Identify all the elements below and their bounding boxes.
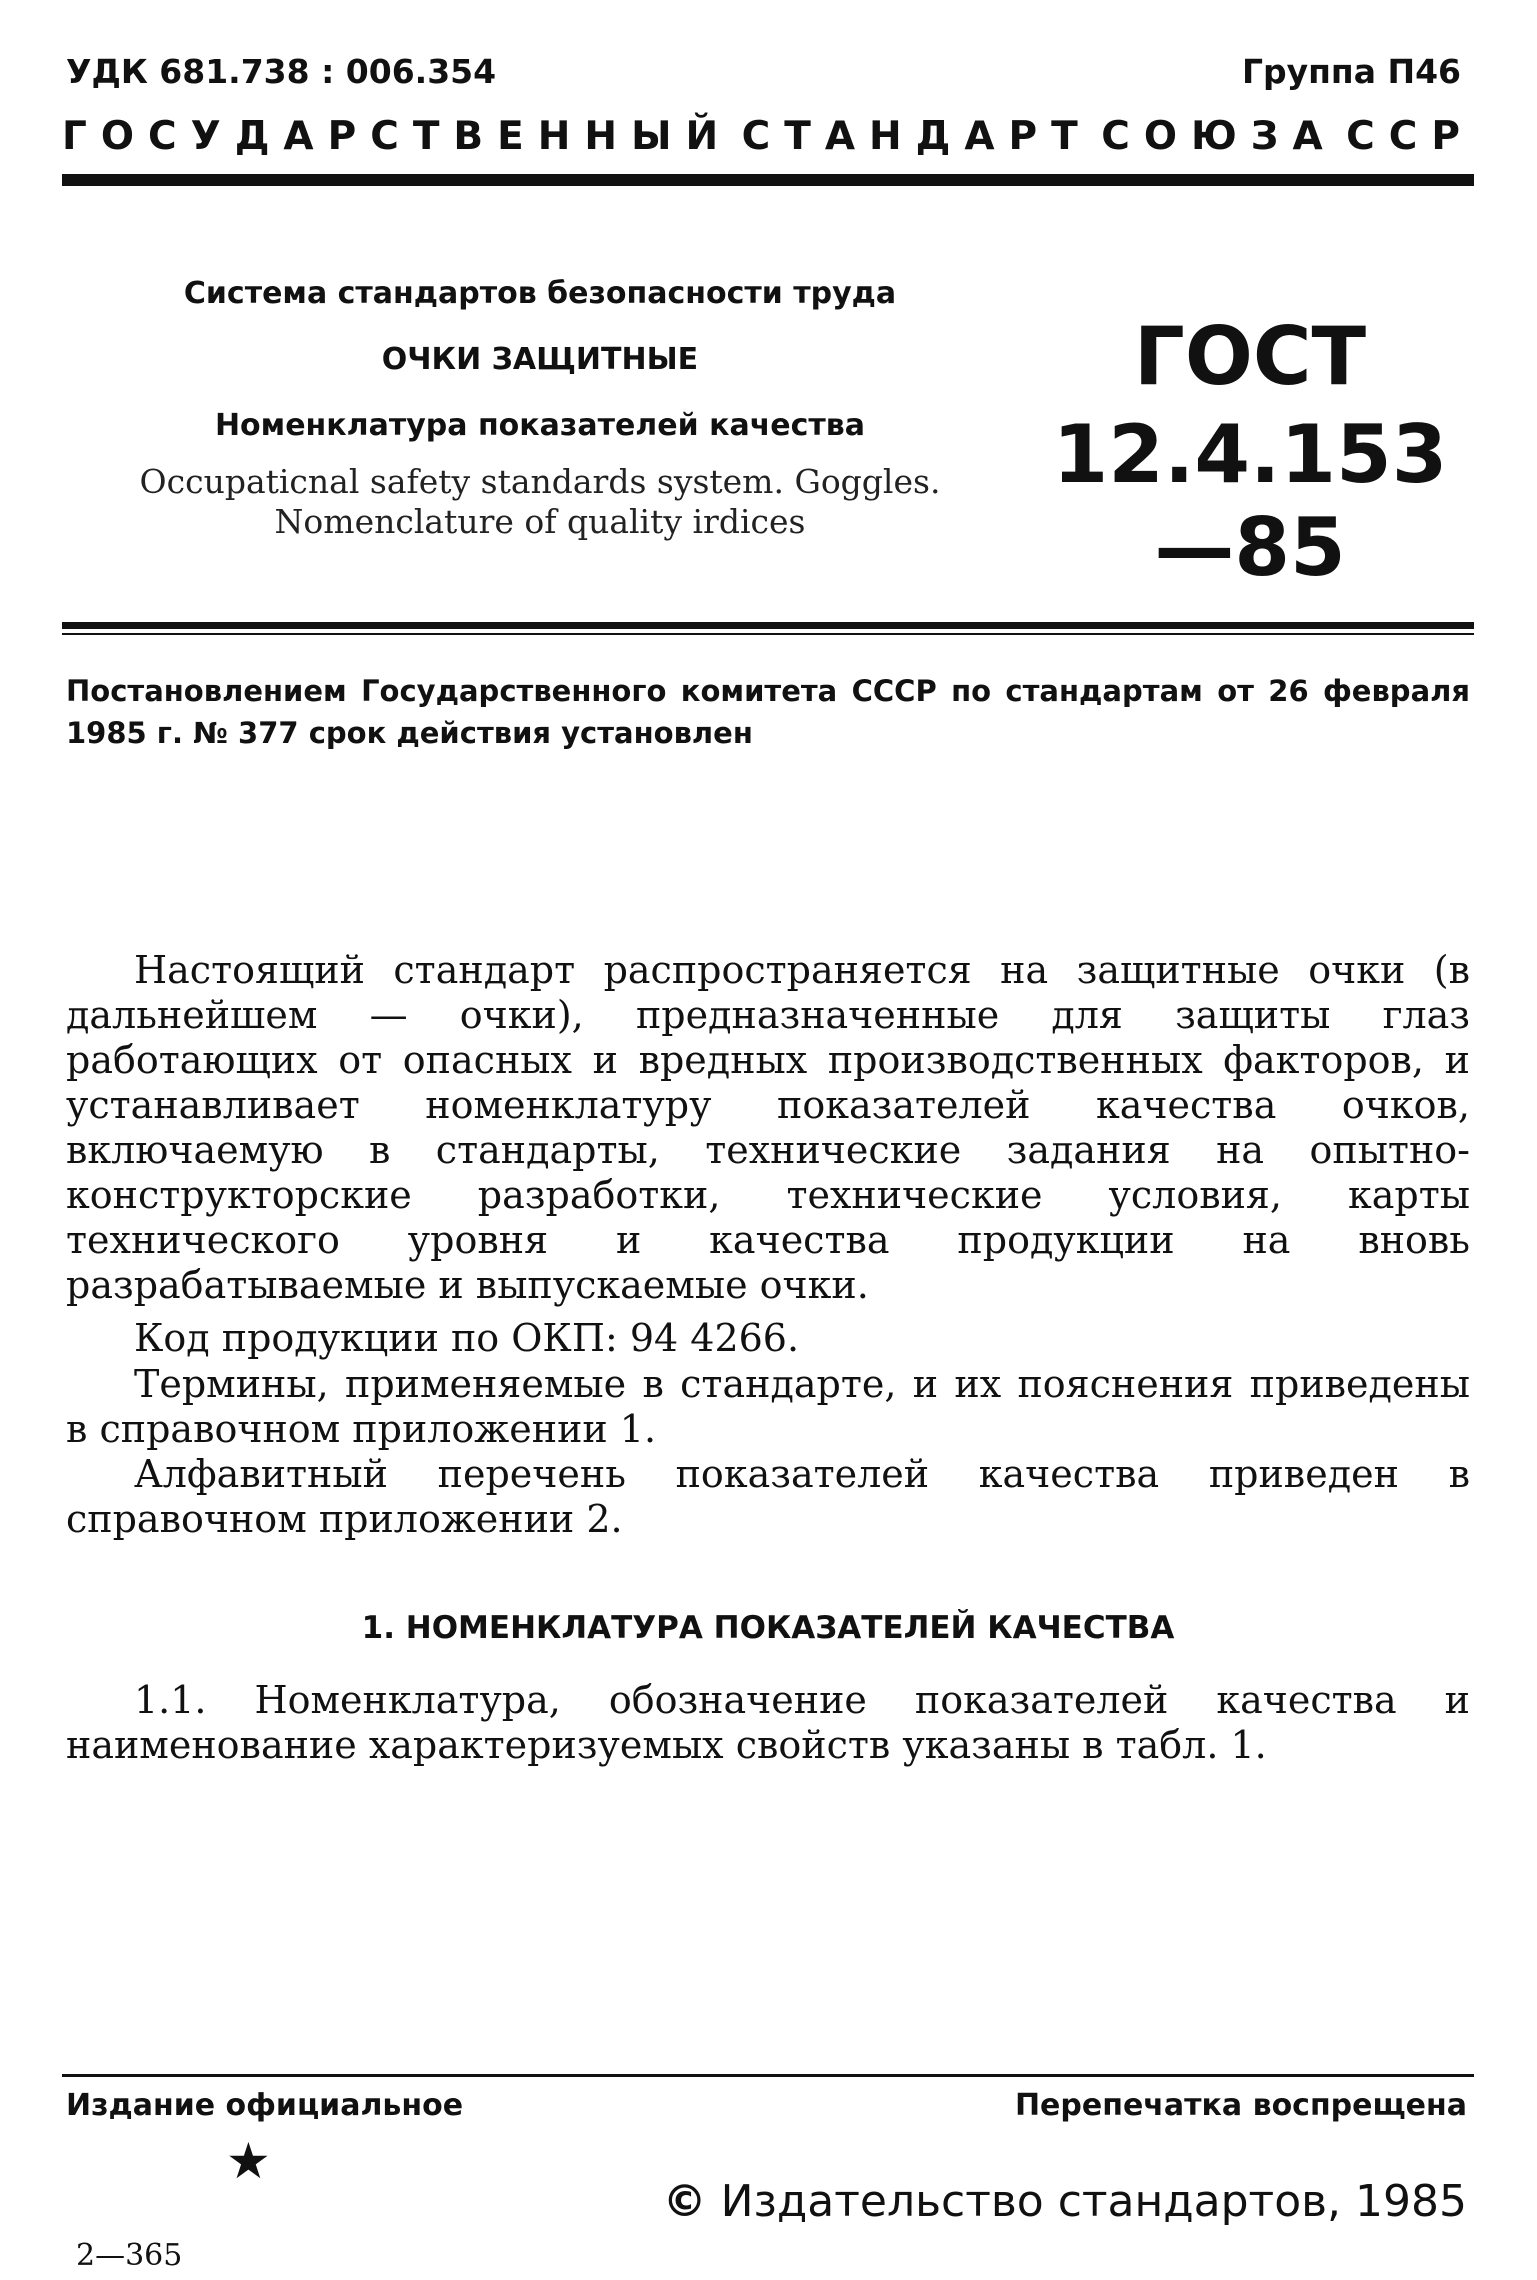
paragraph-scope: Настоящий стандарт распространяется на защитные очки (в дальнейшем — очки), предназначенные для защиты глаз работающих от опасных и вредных производственных факторов, и устанавливает номенклатуру показателей качества очков, включаемую в стандарты, технические задания на опытно-конструкторские разработки, технические условия, карты технического уровня и качества продукции на вновь разрабатываемые и выпускаемые очки. (66, 948, 1470, 1307)
paragraph-index: Алфавитный перечень показателей качества приведен в справочном приложении 2. (66, 1452, 1470, 1541)
banner-word-3: СОЮЗА (1101, 114, 1337, 159)
title-rule-thick (62, 622, 1474, 629)
footer-rule (62, 2074, 1474, 2077)
paragraph-1-1: 1.1. Номенклатура, обозначение показателей качества и наименование характеризуемых свойств указаны в табл. 1. (66, 1678, 1470, 1767)
page-code: 2—365 (76, 2238, 183, 2273)
official-edition: Издание официальное (66, 2088, 464, 2123)
banner-word-2: СТАНДАРТ (741, 114, 1092, 159)
standard-subtitle: Номенклатура показателей качества (214, 408, 866, 443)
title-rule-thin (62, 633, 1474, 635)
reprint-prohibited: Перепечатка воспрещена (1014, 2088, 1467, 2123)
udk-code: УДК 681.738 : 006.354 (66, 52, 497, 91)
english-title-line-2: Nomenclature of quality irdices (274, 502, 806, 541)
section-heading: 1. НОМЕНКЛАТУРА ПОКАЗАТЕЛЕЙ КАЧЕСТВА (361, 1610, 1175, 1646)
decree-text: Постановлением Государственного комитета СССР по стандартам от 26 февраля 1985 г. № 377 срок действия установлен (66, 674, 1470, 750)
publisher-copyright (663, 2176, 1467, 2227)
copyright-icon: © (662, 2176, 707, 2227)
state-standard-banner (62, 114, 1474, 159)
header-rule (62, 174, 1474, 186)
group-code: Группа П46 (1241, 52, 1461, 91)
publisher-name: Издательство стандартов, 1985 (720, 2176, 1467, 2227)
paragraph-okp-code: Код продукции по ОКП: 94 4266. (134, 1316, 800, 1360)
paragraph-terms: Термины, применяемые в стандарте, и их пояснения приведены в справочном приложении 1. (66, 1362, 1470, 1451)
gost-number: 12.4.153—85 (1052, 408, 1448, 594)
banner-word-4: ССР (1346, 114, 1474, 159)
gost-label: ГОСТ (1133, 310, 1367, 403)
banner-word-1: ГОСУДАРСТВЕННЫЙ (62, 114, 733, 159)
star-icon: ★ (226, 2132, 271, 2190)
standard-name: ОЧКИ ЗАЩИТНЫЕ (381, 342, 699, 377)
system-title: Система стандартов безопасности труда (183, 276, 897, 311)
english-title-line-1: Occupaticnal safety standards system. Goggles. (139, 462, 941, 501)
english-title (120, 462, 960, 542)
